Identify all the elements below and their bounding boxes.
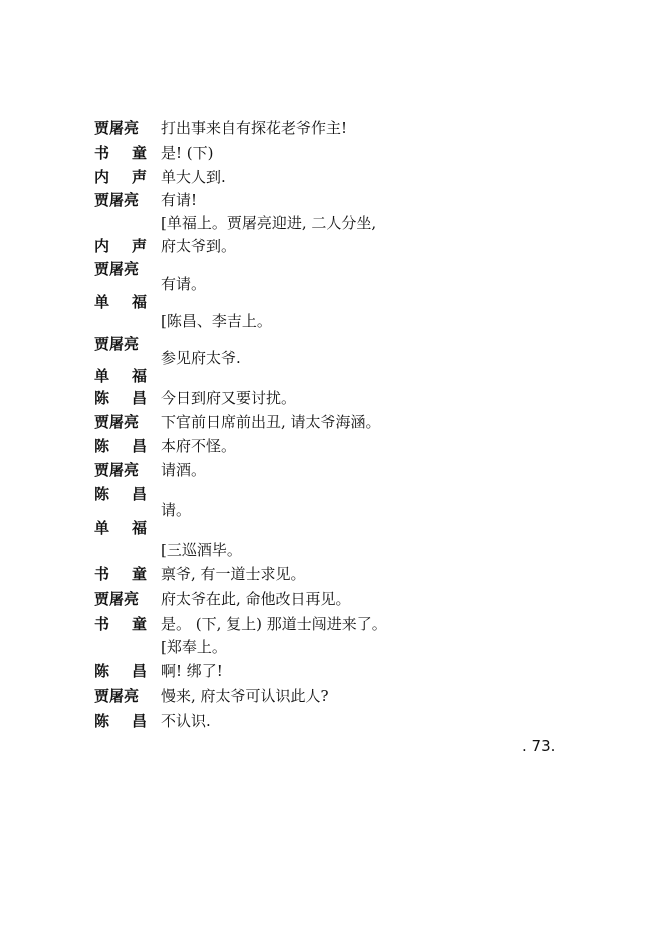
script-line [0,165,655,189]
speaker-name-char: 陈 [94,389,110,407]
speaker-name-char: 昌 [132,389,148,407]
dialogue-text: 下官前日席前出丑, 请太爷海涵。 [161,413,381,431]
script-line [0,684,655,708]
speaker-name: 贾屠亮 [94,461,140,479]
speaker-name-char: 书 [94,565,110,583]
dialogue-text: 不认识. [161,712,211,730]
script-line [0,587,655,611]
dialogue-text: 参见府太爷. [161,349,241,367]
speaker-name-char: 声 [132,237,148,255]
speaker-name: 贾屠亮 [94,260,140,278]
speaker-name-char: 昌 [132,712,148,730]
dialogue-text: 府太爷到。 [161,237,237,255]
speaker-name-char: 单 [94,293,110,311]
dialogue-text: 今日到府又要讨扰。 [161,389,297,407]
speaker-name-char: 福 [132,367,148,385]
stage-direction: [单福上。贾屠亮迎进, 二人分坐, [161,214,377,232]
script-line [0,562,655,586]
speaker-name: 贾屠亮 [94,687,140,705]
dialogue-text: 是。 (下, 复上) 那道士闯进来了。 [161,615,387,633]
script-line [0,410,655,434]
dialogue-text: 单大人到. [161,168,226,186]
speaker-name-char: 福 [132,293,148,311]
stage-direction-line [0,538,655,562]
dialogue-text: 府太爷在此, 命他改日再见。 [161,590,351,608]
speaker-name-char: 书 [94,615,110,633]
stage-direction: [郑奉上。 [161,638,227,656]
dialogue-text: 是! (下) [161,144,214,162]
script-line [0,234,655,258]
speaker-name: 贾屠亮 [94,119,140,137]
speaker-name-char: 昌 [132,485,148,503]
stage-direction: [陈昌、李吉上。 [161,312,272,330]
dialogue-text: 有请。 [161,275,207,293]
speaker-name-char: 陈 [94,712,110,730]
dialogue-text: 有请! [161,191,198,209]
speaker-name-char: 书 [94,144,110,162]
script-line [0,709,655,733]
speaker-name-char: 声 [132,168,148,186]
dialogue-text: 请酒。 [161,461,207,479]
dialogue-text: 慢来, 府太爷可认识此人? [161,687,329,705]
script-line [0,659,655,683]
speaker-name-char: 单 [94,367,110,385]
dialogue-text: 禀爷, 有一道士求见。 [161,565,306,583]
speaker-name-char: 童 [132,615,148,633]
speaker-name-char: 福 [132,519,148,537]
script-line [0,458,655,482]
dialogue-text: 本府不怪。 [161,437,237,455]
script-line [0,516,655,540]
speaker-name-char: 单 [94,519,110,537]
stage-direction: [三巡酒毕。 [161,541,242,559]
speaker-name: 贾屠亮 [94,335,140,353]
script-line [0,141,655,165]
script-line [0,116,655,140]
speaker-name-char: 内 [94,168,110,186]
speaker-name-char: 陈 [94,437,110,455]
speaker-name-char: 陈 [94,485,110,503]
dialogue-text: 请。 [161,501,192,519]
speaker-name: 贾屠亮 [94,191,140,209]
dialogue-text: 打出事来自有探花老爷作主! [161,119,348,137]
speaker-name-char: 童 [132,565,148,583]
script-line [0,364,655,388]
speaker-name: 贾屠亮 [94,413,140,431]
stage-direction-line [0,211,655,235]
script-line [0,188,655,212]
speaker-name-char: 昌 [132,437,148,455]
speaker-name-char: 陈 [94,662,110,680]
stage-direction-line [0,309,655,333]
stage-direction-line [0,635,655,659]
speaker-name-char: 童 [132,144,148,162]
page-number: . 73. [522,737,556,755]
speaker-name: 贾屠亮 [94,590,140,608]
script-line [0,612,655,636]
script-line [0,386,655,410]
dialogue-text: 啊! 绑了! [161,662,223,680]
speaker-name-char: 昌 [132,662,148,680]
script-line [0,434,655,458]
speaker-name-char: 内 [94,237,110,255]
